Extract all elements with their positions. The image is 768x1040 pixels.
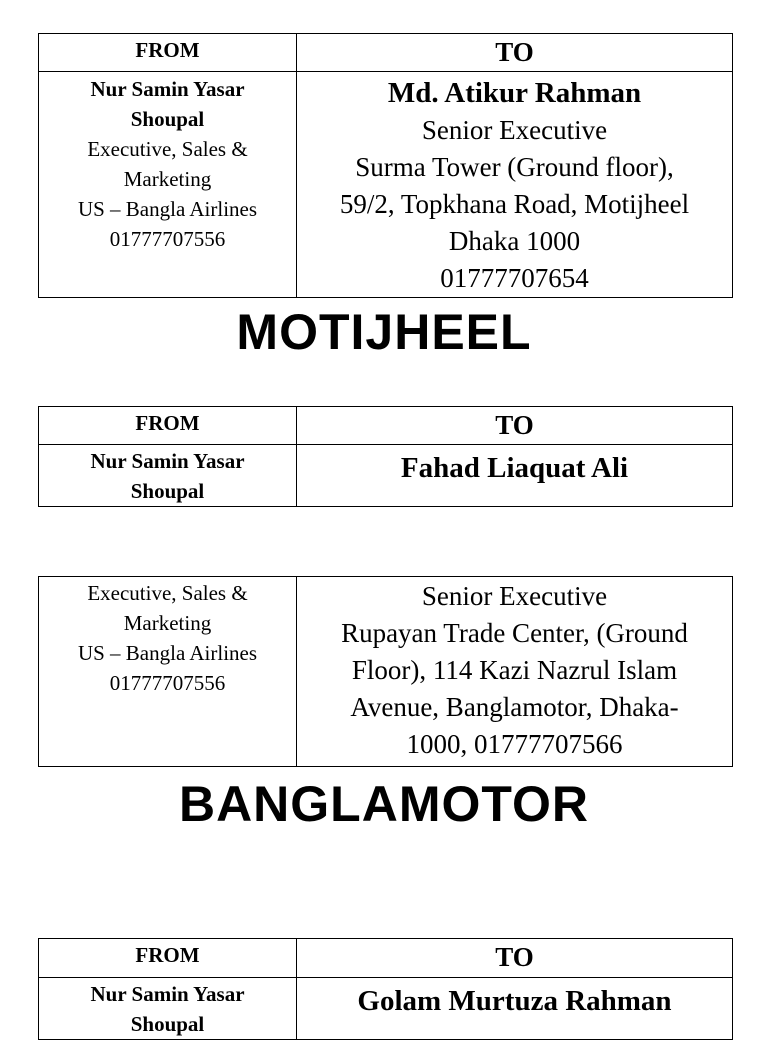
sender-name: Shoupal xyxy=(130,1012,205,1036)
sender-company: US – Bangla Airlines xyxy=(77,641,258,665)
to-header: TO xyxy=(297,939,733,978)
recipient-phone: 1000, 01777707566 xyxy=(406,729,623,759)
sender-name: Nur Samin Yasar xyxy=(90,449,245,473)
from-header: FROM xyxy=(39,939,297,978)
recipient-address: 59/2, Topkhana Road, Motijheel xyxy=(339,189,690,219)
recipient-title: Senior Executive xyxy=(421,581,608,611)
sender-block xyxy=(39,445,297,507)
address-label-3 xyxy=(38,576,733,767)
sender-title: Marketing xyxy=(123,611,212,635)
area-heading-banglamotor: BANGLAMOTOR xyxy=(178,776,590,832)
recipient-block xyxy=(297,72,733,298)
sender-name: Shoupal xyxy=(130,479,205,503)
recipient-address: Floor), 114 Kazi Nazrul Islam xyxy=(351,655,678,685)
sender-block xyxy=(39,577,297,767)
sender-title: Executive, Sales & xyxy=(87,137,248,161)
sender-name: Nur Samin Yasar xyxy=(90,77,245,101)
recipient-phone: 01777707654 xyxy=(440,263,589,293)
to-header: TO xyxy=(297,407,733,445)
sender-block xyxy=(39,978,297,1040)
sender-title: Marketing xyxy=(123,167,212,191)
sender-phone: 01777707556 xyxy=(109,671,226,695)
recipient-block xyxy=(297,577,733,767)
recipient-address: Rupayan Trade Center, (Ground xyxy=(341,618,688,648)
address-label-2 xyxy=(38,406,733,507)
to-header: TO xyxy=(297,34,733,72)
from-header: FROM xyxy=(39,407,297,445)
recipient-block xyxy=(297,978,733,1040)
address-label-4 xyxy=(38,938,733,1040)
recipient-name: Golam Murtuza Rahman xyxy=(357,985,672,1017)
recipient-name: Md. Atikur Rahman xyxy=(387,77,642,109)
address-label-1 xyxy=(38,33,733,298)
recipient-address: Surma Tower (Ground floor), xyxy=(355,152,674,182)
recipient-block xyxy=(297,445,733,507)
recipient-address: Avenue, Banglamotor, Dhaka- xyxy=(350,692,679,722)
recipient-title: Senior Executive xyxy=(421,115,608,145)
sender-block xyxy=(39,72,297,298)
sender-company: US – Bangla Airlines xyxy=(77,197,258,221)
recipient-name: Fahad Liaquat Ali xyxy=(400,452,629,484)
recipient-address: Dhaka 1000 xyxy=(448,226,581,256)
area-heading-motijheel: MOTIJHEEL xyxy=(236,304,532,360)
sender-name: Shoupal xyxy=(130,107,205,131)
from-header: FROM xyxy=(39,34,297,72)
sender-name: Nur Samin Yasar xyxy=(90,982,245,1006)
sender-title: Executive, Sales & xyxy=(87,581,248,605)
sender-phone: 01777707556 xyxy=(109,227,226,251)
